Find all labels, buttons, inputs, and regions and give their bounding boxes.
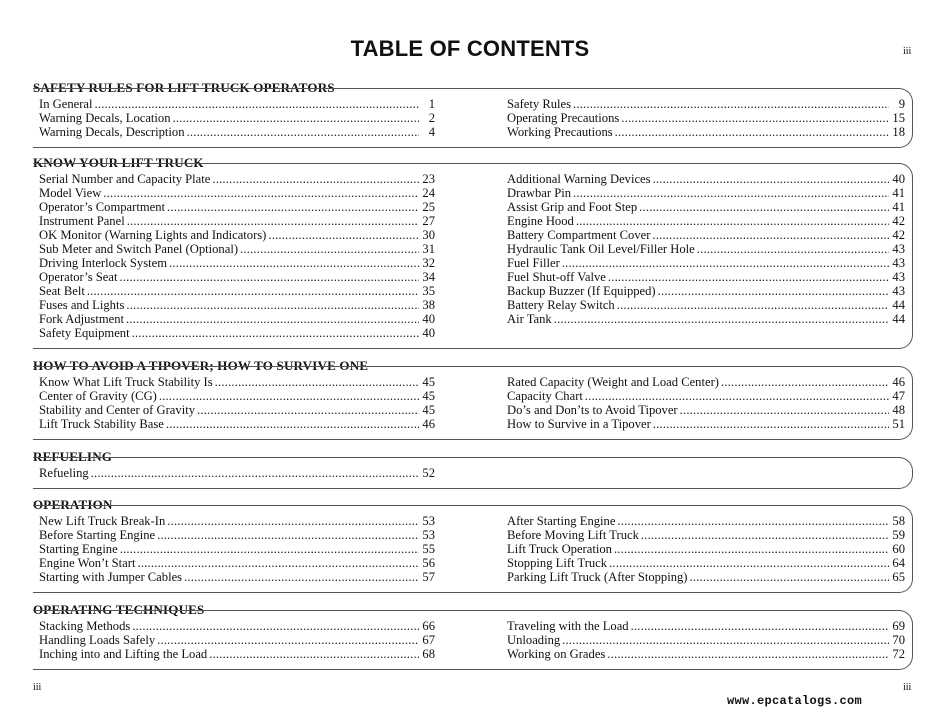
dot-leader [197,403,419,417]
toc-entry[interactable] [39,270,435,284]
toc-entry-label: New Lift Truck Break-In [39,514,166,528]
toc-entry[interactable] [507,542,905,556]
toc-entry[interactable] [507,111,905,125]
dot-leader [562,633,889,647]
toc-entry[interactable] [39,542,435,556]
toc-entry-page: 40 [422,326,435,340]
toc-entry-label: Do’s and Don’ts to Avoid Tipover [507,403,678,417]
toc-entry-page: 43 [892,270,905,284]
toc-entry-page: 45 [422,375,435,389]
toc-entry-label: Working Precautions [507,125,613,139]
toc-entry-label: Stacking Methods [39,619,131,633]
toc-entry[interactable] [39,200,435,214]
toc-entry-label: Parking Lift Truck (After Stopping) [507,570,688,584]
toc-entry-page: 64 [892,556,905,570]
toc-entry-label: Assist Grip and Foot Step [507,200,638,214]
dot-leader [680,403,889,417]
toc-entry-page: 46 [422,417,435,431]
toc-section [33,602,915,670]
toc-entry-page: 41 [892,186,905,200]
dot-leader [95,97,420,111]
toc-entry-page: 24 [422,186,435,200]
toc-entry-label: Operating Precautions [507,111,620,125]
toc-entry-label: Lift Truck Stability Base [39,417,164,431]
dot-leader [652,228,889,242]
toc-entry-label: Engine Hood [507,214,574,228]
toc-column-right [507,97,905,139]
dot-leader [132,326,419,340]
toc-entry-page: 60 [892,542,905,556]
toc-entry-page: 9 [898,97,905,111]
dot-leader [137,556,419,570]
toc-entry-page: 48 [892,403,905,417]
toc-entry[interactable] [39,97,435,111]
toc-column-right [507,514,905,584]
toc-entry-label: Working on Grades [507,647,606,661]
dot-leader [621,111,889,125]
section-title: KNOW YOUR LIFT TRUCK [33,155,204,170]
toc-entry-label: Fuel Shut-off Valve [507,270,606,284]
dot-leader [554,312,889,326]
toc-entry-label: OK Monitor (Warning Lights and Indicators) [39,228,267,242]
dot-leader [167,200,419,214]
dot-leader [641,528,889,542]
toc-entry-label: Unloading [507,633,561,647]
toc-entry-page: 43 [892,284,905,298]
toc-section [33,80,915,148]
toc-entry[interactable] [507,528,905,542]
toc-entry-label: Battery Compartment Cover [507,228,651,242]
toc-entry[interactable] [507,284,905,298]
toc-entry[interactable] [39,514,435,528]
toc-entry-label: Capacity Chart [507,389,583,403]
toc-entry[interactable] [507,97,905,111]
toc-entry-label: Engine Won’t Start [39,556,136,570]
toc-entry[interactable] [39,389,435,403]
section-title: OPERATION [33,497,113,512]
toc-entry-label: Before Moving Lift Truck [507,528,639,542]
dot-leader [132,619,419,633]
toc-column-left [39,466,435,480]
toc-entry-page: 27 [422,214,435,228]
toc-section [33,155,915,349]
toc-entry[interactable] [39,619,435,633]
dot-leader [573,97,889,111]
toc-entry-page: 53 [422,514,435,528]
toc-entry-page: 40 [892,172,905,186]
dot-leader [159,389,419,403]
dot-leader [639,200,889,214]
toc-entry[interactable] [507,556,905,570]
toc-entry[interactable] [507,417,905,431]
dot-leader [127,214,419,228]
toc-entry-label: Fuel Filler [507,256,560,270]
toc-entry-page: 42 [892,214,905,228]
toc-entry-label: Starting with Jumper Cables [39,570,183,584]
toc-column-left [39,172,435,340]
dot-leader [615,125,889,139]
section-title: SAFETY RULES FOR LIFT TRUCK OPERATORS [33,80,335,95]
dot-leader [617,514,889,528]
toc-entry[interactable] [39,403,435,417]
toc-entry[interactable] [507,403,905,417]
toc-entry[interactable] [39,326,435,340]
dot-leader [120,542,419,556]
dot-leader [126,298,419,312]
toc-entry-page: 65 [892,570,905,584]
toc-entry-page: 51 [892,417,905,431]
dot-leader [169,256,419,270]
dot-leader [607,647,889,661]
toc-entry[interactable] [39,125,435,139]
toc-entry-page: 52 [422,466,435,480]
toc-entry-label: Warning Decals, Description [39,125,185,139]
toc-entry-page: 67 [422,633,435,647]
toc-column-right [507,619,905,661]
toc-entry-page: 44 [892,312,905,326]
toc-entry-label: Before Starting Engine [39,528,156,542]
toc-entry-label: Know What Lift Truck Stability Is [39,375,213,389]
dot-leader [91,466,419,480]
toc-entry-page: 68 [422,647,435,661]
toc-entry-page: 69 [892,619,905,633]
dot-leader [585,389,889,403]
toc-entry[interactable] [507,125,905,139]
dot-leader [187,125,419,139]
toc-entry-page: 42 [892,228,905,242]
toc-entry-page: 56 [422,556,435,570]
toc-entry[interactable] [39,298,435,312]
toc-entry[interactable] [507,298,905,312]
toc-entry-label: Instrument Panel [39,214,125,228]
toc-entry[interactable] [39,111,435,125]
dot-leader [721,375,889,389]
toc-entry[interactable] [507,375,905,389]
watermark: www.epcatalogs.com [727,694,863,708]
toc-column-left [39,619,435,661]
dot-leader [608,270,889,284]
toc-entry[interactable] [507,312,905,326]
dot-leader [157,528,419,542]
toc-column-left [39,97,435,139]
toc-entry-page: 70 [892,633,905,647]
dot-leader [631,619,889,633]
toc-entry[interactable] [39,312,435,326]
toc-entry-label: Fork Adjustment [39,312,125,326]
toc-entry[interactable] [39,186,435,200]
toc-entry-label: Safety Equipment [39,326,130,340]
toc-entry-page: 58 [892,514,905,528]
dot-leader [119,270,419,284]
toc-entry-label: Drawbar Pin [507,186,572,200]
toc-column-left [39,514,435,584]
dot-leader [157,633,419,647]
dot-leader [268,228,419,242]
dot-leader [658,284,889,298]
toc-entry[interactable] [39,228,435,242]
dot-leader [209,647,419,661]
toc-entry-label: How to Survive in a Tipover [507,417,651,431]
toc-entry-page: 66 [422,619,435,633]
toc-entry[interactable] [39,256,435,270]
toc-entry-label: Stopping Lift Truck [507,556,608,570]
toc-entry[interactable] [39,242,435,256]
toc-entry[interactable] [39,570,435,584]
toc-entry[interactable] [39,556,435,570]
toc-entry[interactable] [39,375,435,389]
toc-entry-page: 55 [422,542,435,556]
toc-entry-page: 30 [422,228,435,242]
toc-entry[interactable] [507,214,905,228]
dot-leader [87,284,419,298]
toc-entry-page: 43 [892,256,905,270]
toc-entry[interactable] [507,186,905,200]
page-number-top: iii [903,46,912,57]
toc-entry-label: Fuses and Lights [39,298,125,312]
dot-leader [173,111,419,125]
dot-leader [690,570,890,584]
toc-section [33,358,915,440]
toc-entry-page: 53 [422,528,435,542]
section-title: REFUELING [33,449,113,464]
toc-section [33,449,915,489]
dot-leader [240,242,419,256]
toc-entry-page: 15 [892,111,905,125]
toc-entry-page: 45 [422,389,435,403]
toc-entry[interactable] [507,647,905,661]
toc-entry-page: 23 [422,172,435,186]
section-title: HOW TO AVOID A TIPOVER; HOW TO SURVIVE ONE [33,358,369,373]
toc-entry-page: 25 [422,200,435,214]
toc-entry[interactable] [39,172,435,186]
toc-entry-label: Traveling with the Load [507,619,629,633]
toc-entry-label: Refueling [39,466,89,480]
dot-leader [562,256,889,270]
toc-entry[interactable] [507,172,905,186]
toc-entry-page: 38 [422,298,435,312]
toc-column-left [39,375,435,431]
dot-leader [697,242,889,256]
toc-entry-page: 35 [422,284,435,298]
toc-entry[interactable] [507,200,905,214]
dot-leader [653,172,889,186]
toc-entry-page: 46 [892,375,905,389]
dot-leader [166,417,419,431]
toc-entry[interactable] [507,228,905,242]
toc-entry-label: After Starting Engine [507,514,616,528]
toc-entry-label: Stability and Center of Gravity [39,403,195,417]
toc-entry-label: Starting Engine [39,542,118,556]
toc-entry-label: Lift Truck Operation [507,542,612,556]
toc-entry-label: Rated Capacity (Weight and Load Center) [507,375,719,389]
toc-entry-page: 72 [892,647,905,661]
toc-entry-label: Battery Relay Switch [507,298,615,312]
dot-leader [609,556,889,570]
toc-entry-label: Operator’s Seat [39,270,118,284]
toc-entry-page: 31 [422,242,435,256]
toc-entry[interactable] [39,466,435,480]
toc-entry[interactable] [507,514,905,528]
toc-entry-label: Model View [39,186,102,200]
toc-entry-label: Driving Interlock System [39,256,168,270]
toc-entry-label: Air Tank [507,312,552,326]
toc-entry[interactable] [507,242,905,256]
toc-entry-label: Seat Belt [39,284,85,298]
page-title: TABLE OF CONTENTS [350,36,590,61]
toc-entry-label: In General [39,97,93,111]
toc-entry-page: 1 [428,97,435,111]
toc-entry[interactable] [507,389,905,403]
toc-entry-page: 59 [892,528,905,542]
toc-entry-label: Handling Loads Safely [39,633,156,647]
page-number-bottom-right: iii [903,682,912,693]
toc-entry-page: 41 [892,200,905,214]
toc-entry[interactable] [507,633,905,647]
toc-entry[interactable] [507,570,905,584]
toc-entry-page: 34 [422,270,435,284]
toc-entry-page: 57 [422,570,435,584]
toc-entry-label: Center of Gravity (CG) [39,389,157,403]
toc-entry-label: Safety Rules [507,97,572,111]
dot-leader [126,312,419,326]
toc-entry-page: 43 [892,242,905,256]
toc-entry[interactable] [507,619,905,633]
toc-entry-label: Warning Decals, Location [39,111,171,125]
dot-leader [184,570,419,584]
toc-entry-label: Sub Meter and Switch Panel (Optional) [39,242,239,256]
toc-entry-page: 47 [892,389,905,403]
toc-entry[interactable] [39,284,435,298]
toc-entry-label: Operator’s Compartment [39,200,166,214]
toc-entry-label: Additional Warning Devices [507,172,651,186]
dot-leader [573,186,889,200]
toc-entry-page: 4 [428,125,435,139]
toc-entry[interactable] [507,256,905,270]
toc-entry[interactable] [39,528,435,542]
toc-entry-page: 44 [892,298,905,312]
dot-leader [103,186,419,200]
toc-entry[interactable] [39,633,435,647]
toc-entry-page: 45 [422,403,435,417]
dot-leader [212,172,419,186]
toc-entry-label: Serial Number and Capacity Plate [39,172,211,186]
dot-leader [167,514,419,528]
dot-leader [215,375,419,389]
section-title: OPERATING TECHNIQUES [33,602,205,617]
toc-entry[interactable] [39,647,435,661]
toc-column-right [507,375,905,431]
toc-entry-page: 32 [422,256,435,270]
toc-entry[interactable] [507,270,905,284]
toc-entry-page: 2 [428,111,435,125]
toc-entry-page: 40 [422,312,435,326]
toc-entry[interactable] [39,214,435,228]
dot-leader [614,542,889,556]
toc-section [33,497,915,593]
toc-entry-label: Backup Buzzer (If Equipped) [507,284,656,298]
dot-leader [617,298,889,312]
toc-entry-label: Hydraulic Tank Oil Level/Filler Hole [507,242,695,256]
toc-entry[interactable] [39,417,435,431]
page-number-bottom-left: iii [33,682,42,693]
dot-leader [576,214,889,228]
dot-leader [653,417,889,431]
toc-entry-page: 18 [892,125,905,139]
toc-column-right [507,172,905,326]
toc-entry-label: Inching into and Lifting the Load [39,647,208,661]
